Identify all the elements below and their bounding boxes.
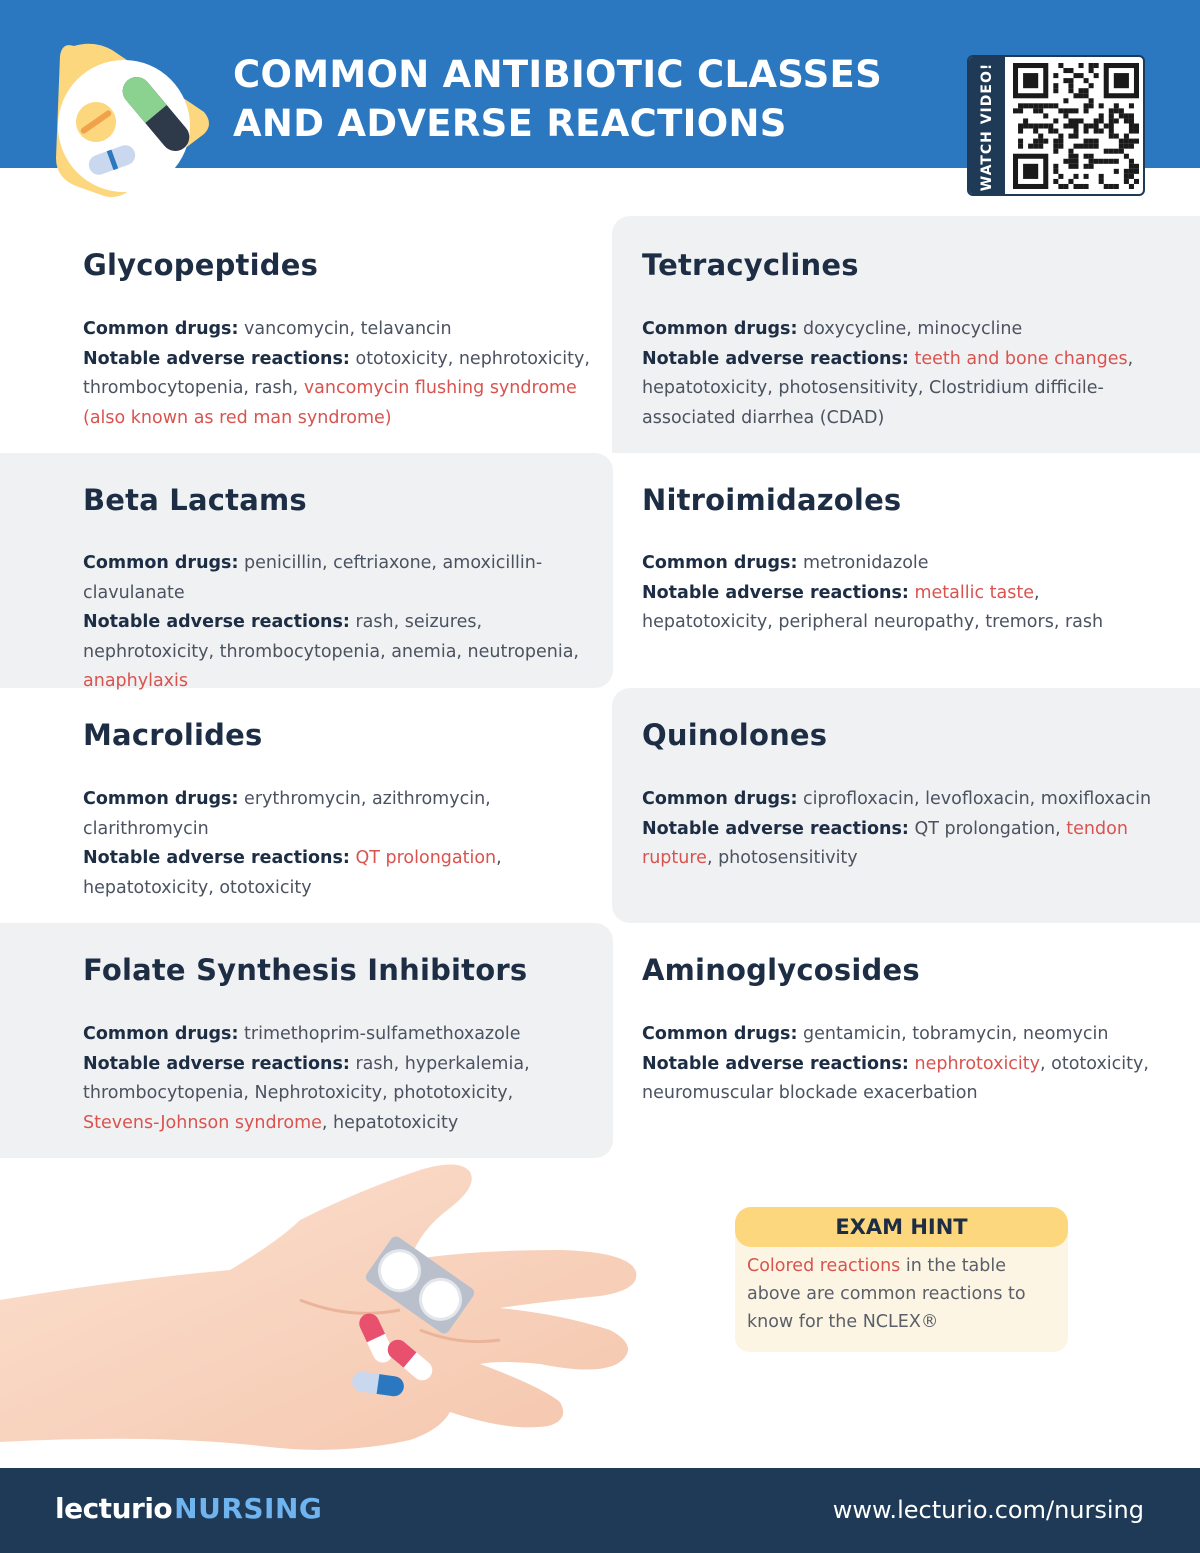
card-body <box>83 549 593 697</box>
adverse-reactions-label: Notable adverse reactions: <box>83 612 350 632</box>
common-drugs-label: Common drugs: <box>83 319 239 339</box>
title-line-1: COMMON ANTIBIOTIC CLASSES <box>233 53 883 96</box>
adverse-reactions-label: Notable adverse reactions: <box>83 848 350 868</box>
highlighted-reaction: teeth and bone changes <box>914 348 1128 369</box>
adverse-reactions-value: , hepatotoxicity, peripheral neuropathy, tremors, rash <box>642 582 1104 632</box>
adverse-reactions-value: rash, hyperkalemia, thrombocytopenia, Nephrotoxicity, phototoxicity, <box>83 1053 530 1103</box>
adverse-reactions-label: Notable adverse reactions: <box>642 818 909 839</box>
common-drugs-label: Common drugs: <box>642 1024 798 1044</box>
adverse-reactions-value: rash, seizures, nephrotoxicity, thrombocytopenia, anemia, neutropenia, <box>83 612 579 662</box>
adverse-reactions-label: Notable adverse reactions: <box>642 1053 909 1074</box>
card-glycopeptides <box>0 218 613 453</box>
title-line-2: AND ADVERSE REACTIONS <box>233 102 787 145</box>
adverse-reactions-value: QT prolongation, <box>914 818 1061 839</box>
card-title: Quinolones <box>642 718 828 752</box>
brand-suffix: NURSING <box>174 1492 323 1525</box>
common-drugs-value: metronidazole <box>803 553 929 573</box>
common-drugs-value: erythromycin, azithromycin, clarithromycin <box>83 789 491 839</box>
card-title: Glycopeptides <box>83 248 319 282</box>
common-drugs-label: Common drugs: <box>642 553 798 573</box>
common-drugs-label: Common drugs: <box>642 789 798 809</box>
qr-code-icon[interactable] <box>1013 63 1139 189</box>
watch-video-label: WATCH VIDEO! <box>979 62 995 192</box>
page-title <box>233 50 933 148</box>
brand-logo[interactable] <box>55 1492 322 1525</box>
watch-video-strip <box>969 57 1005 194</box>
adverse-reactions-value: ototoxicity, nephrotoxicity, thrombocytopenia, rash, <box>83 348 590 398</box>
adverse-reactions-label: Notable adverse reactions: <box>83 1053 350 1074</box>
card-body <box>642 1020 1172 1109</box>
exam-hint-heading: EXAM HINT <box>735 1207 1068 1247</box>
common-drugs-value: gentamicin, tobramycin, neomycin <box>803 1024 1109 1044</box>
card-quinolones <box>612 688 1200 923</box>
card-title: Macrolides <box>83 718 263 752</box>
highlighted-reaction: tendon rupture <box>642 818 1128 868</box>
card-body <box>642 315 1172 433</box>
adverse-reactions-value: , hepatotoxicity, photosensitivity, Clostridium difficile-associated diarrhea (CDAD) <box>642 348 1134 428</box>
card-nitroimidazoles <box>612 453 1200 688</box>
card-body <box>83 315 593 433</box>
common-drugs-label: Common drugs: <box>83 789 239 809</box>
footer <box>0 1468 1200 1553</box>
pills-logo-icon <box>52 38 212 200</box>
card-body <box>642 549 1172 638</box>
footer-url-link[interactable]: www.lecturio.com/nursing <box>832 1496 1144 1524</box>
card-body <box>83 785 553 903</box>
card-title: Tetracyclines <box>642 248 859 282</box>
highlighted-reaction: nephrotoxicity <box>914 1053 1041 1074</box>
card-title: Beta Lactams <box>83 483 307 517</box>
highlighted-reaction: Stevens-Johnson syndrome <box>83 1112 322 1133</box>
card-beta-lactams <box>0 453 613 691</box>
common-drugs-label: Common drugs: <box>83 1024 239 1044</box>
hand-with-pills-illustration <box>0 1150 700 1460</box>
card-aminoglycosides <box>612 923 1200 1158</box>
card-body <box>83 1020 593 1138</box>
adverse-reactions-value-end: , hepatotoxicity <box>321 1112 459 1133</box>
exam-hint-colored: Colored reactions <box>747 1256 901 1276</box>
brand-name: lecturio <box>55 1492 173 1525</box>
adverse-reactions-value: , hepatotoxicity, ototoxicity <box>83 848 502 898</box>
common-drugs-value: doxycycline, minocycline <box>803 319 1023 339</box>
common-drugs-value: ciprofloxacin, levofloxacin, moxifloxacin <box>803 789 1152 809</box>
adverse-reactions-label: Notable adverse reactions: <box>642 348 909 369</box>
adverse-reactions-value-end: , photosensitivity <box>706 848 858 868</box>
common-drugs-label: Common drugs: <box>83 553 239 573</box>
card-macrolides <box>0 688 613 923</box>
common-drugs-value: penicillin, ceftriaxone, amoxicillin-clavulanate <box>83 553 543 603</box>
card-title: Nitroimidazoles <box>642 483 902 517</box>
adverse-reactions-label: Notable adverse reactions: <box>642 582 909 603</box>
card-folate-synthesis-inhibitors <box>0 923 613 1158</box>
adverse-reactions-label: Notable adverse reactions: <box>83 348 350 369</box>
card-body <box>642 785 1172 874</box>
highlighted-reaction: vancomycin flushing syndrome (also known as red man syndrome) <box>83 378 577 428</box>
highlighted-reaction: QT prolongation <box>355 848 497 868</box>
card-tetracyclines <box>612 216 1200 453</box>
watch-video-card[interactable] <box>967 55 1145 196</box>
common-drugs-value: trimethoprim-sulfamethoxazole <box>244 1024 521 1044</box>
exam-hint-body: in the table above are common reactions to know for the NCLEX® <box>747 1256 1026 1332</box>
adverse-reactions-value: , ototoxicity, neuromuscular blockade exacerbation <box>642 1053 1149 1103</box>
exam-hint-text <box>747 1252 1052 1336</box>
common-drugs-label: Common drugs: <box>642 319 798 339</box>
highlighted-reaction: anaphylaxis <box>83 671 189 691</box>
common-drugs-value: vancomycin, telavancin <box>244 319 452 339</box>
highlighted-reaction: metallic taste <box>914 582 1034 603</box>
card-title: Folate Synthesis Inhibitors <box>83 953 528 987</box>
card-title: Aminoglycosides <box>642 953 920 987</box>
